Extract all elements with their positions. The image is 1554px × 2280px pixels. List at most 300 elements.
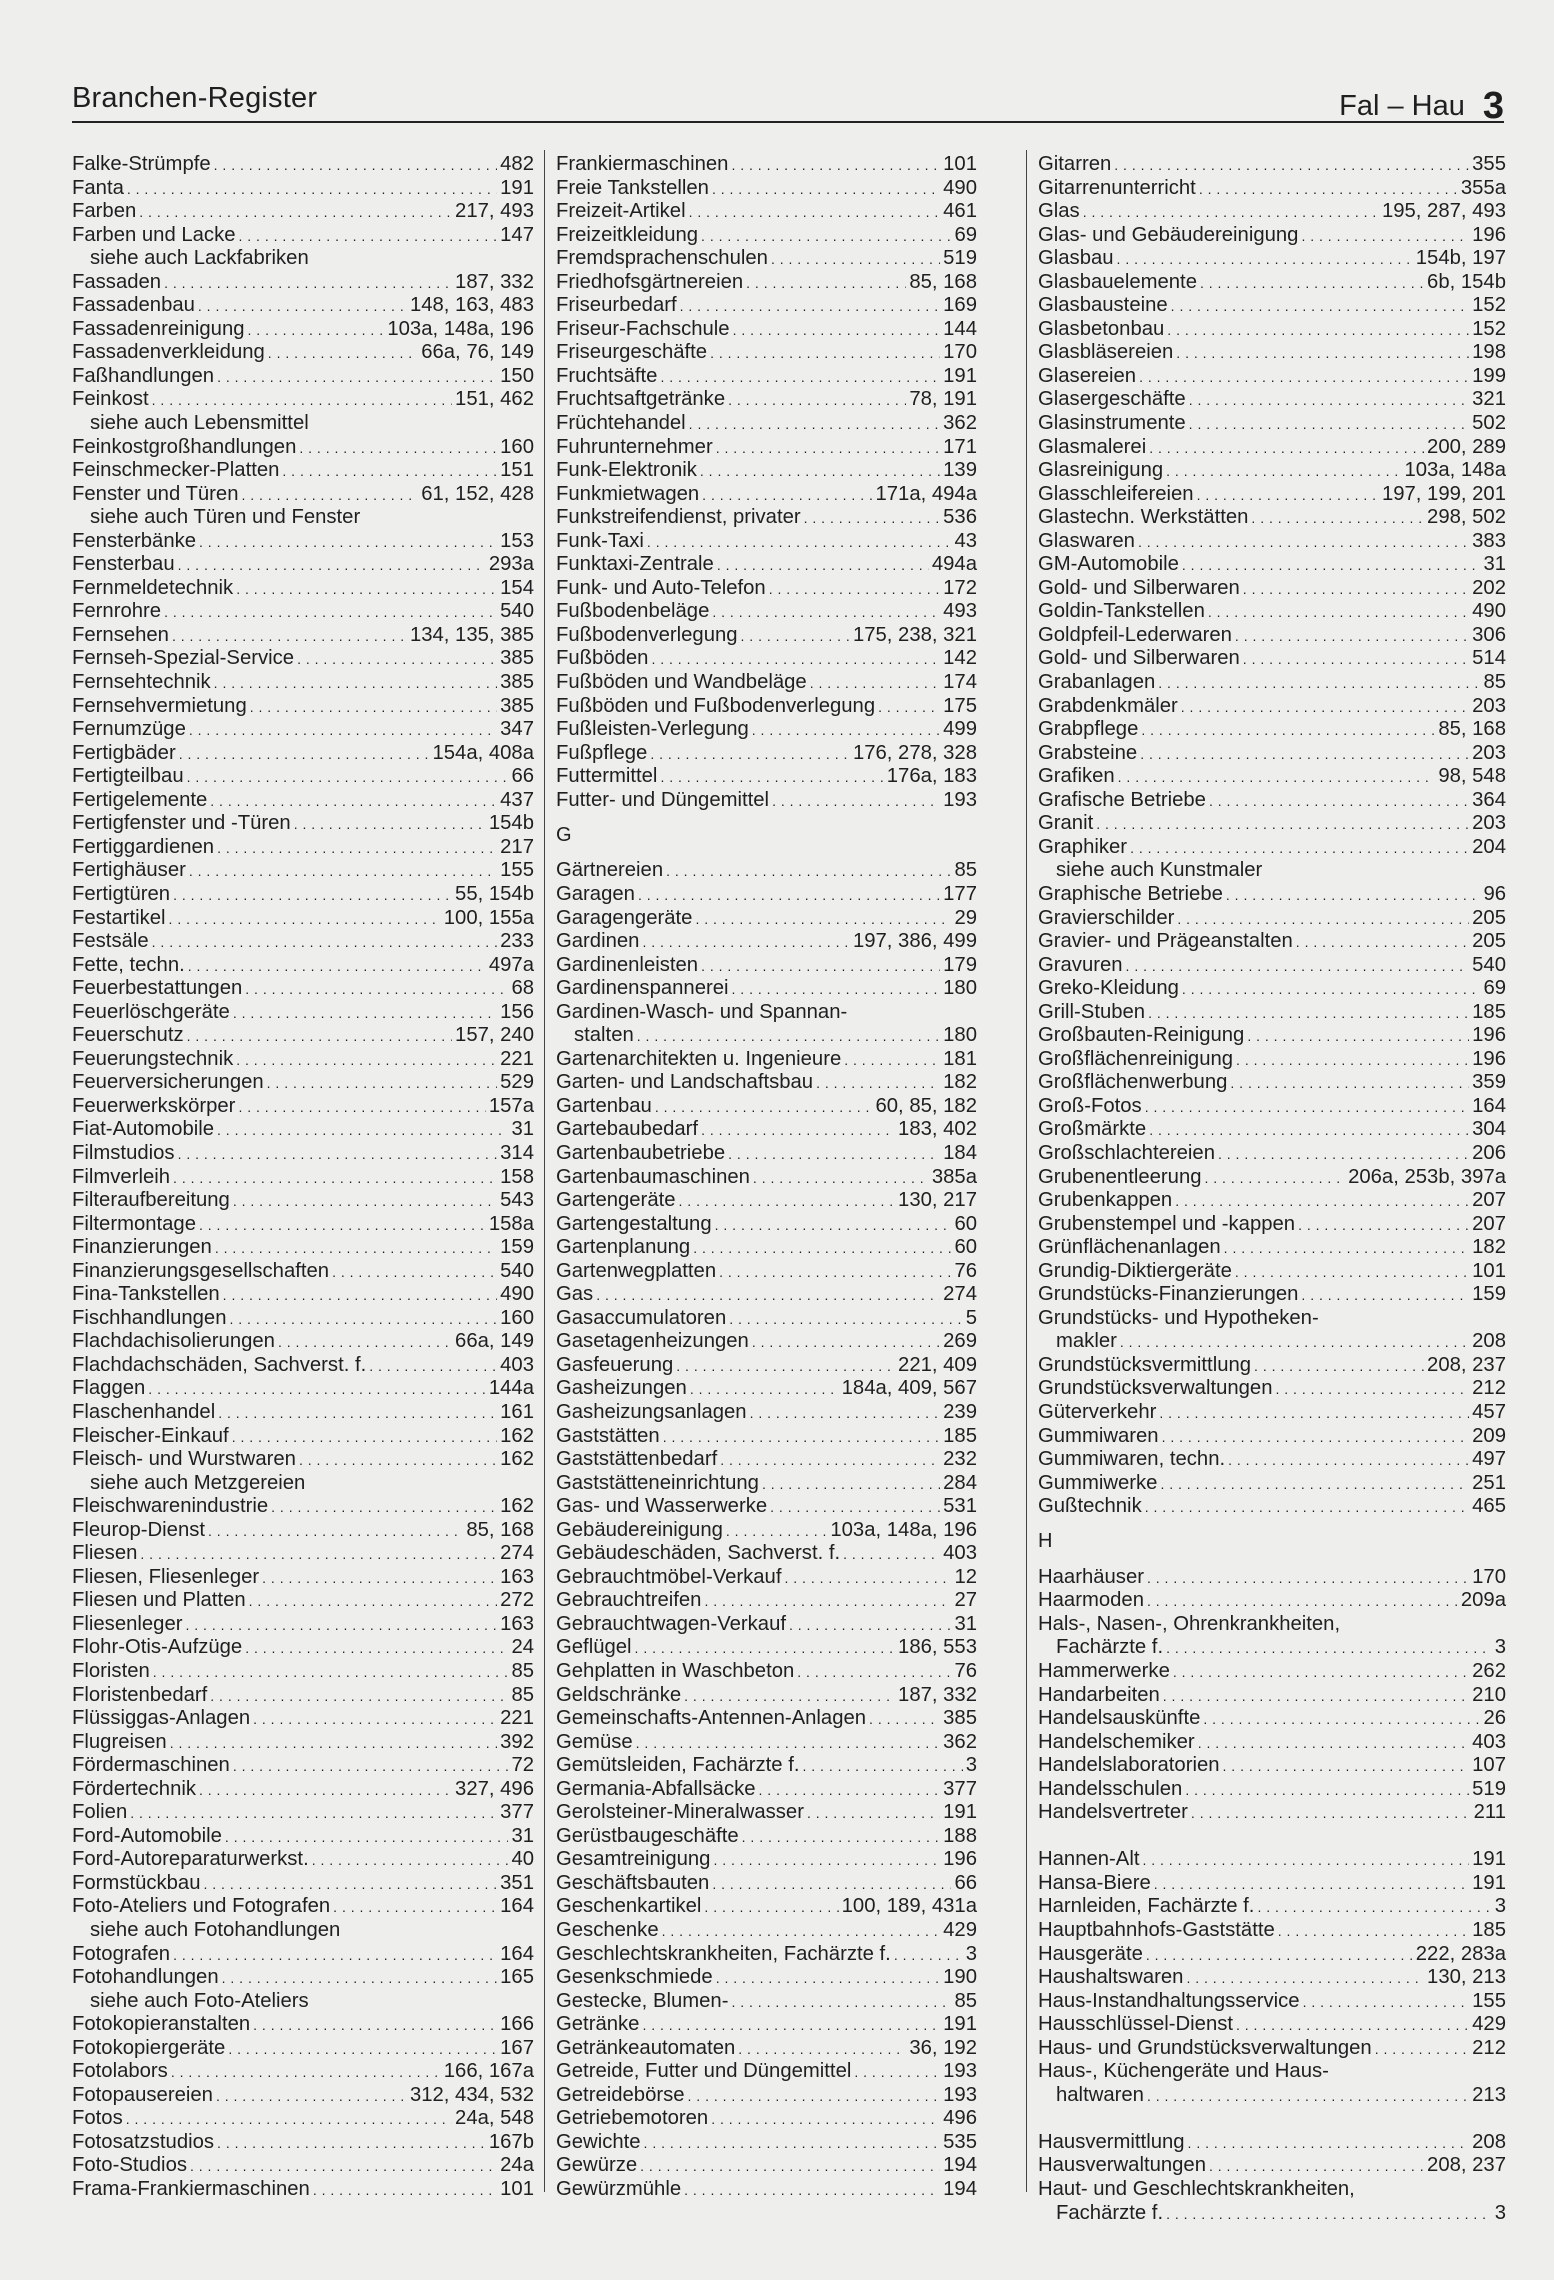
entry-pages: 103a, 148a [1404, 459, 1506, 482]
leader-dots [1176, 341, 1469, 366]
entry-pages: 31 [1483, 553, 1506, 576]
entry-name: Fruchtsaftgetränke [556, 388, 726, 411]
leader-dots [1177, 907, 1469, 932]
leader-dots [1175, 1189, 1469, 1214]
index-entry [72, 247, 534, 271]
leader-dots [173, 1166, 497, 1191]
entry-pages: 72 [511, 1754, 534, 1777]
leader-dots [1140, 742, 1469, 767]
entry-name: Glasbauelemente [1038, 270, 1197, 293]
entry-pages: 202 [1472, 576, 1506, 599]
leader-dots [171, 2060, 441, 2085]
entry-pages: 24a [500, 2154, 534, 2177]
leader-dots [199, 1213, 486, 1238]
entry-name: siehe auch Metzgereien [90, 1471, 306, 1494]
index-entry [1038, 718, 1506, 742]
index-entry [72, 318, 534, 342]
entry-name: Glas [1038, 200, 1080, 223]
entry-pages: 175 [943, 694, 977, 717]
leader-dots [784, 1566, 951, 1591]
index-entry [72, 695, 534, 719]
entry-name: Geschenke [556, 1919, 659, 1942]
index-entry [72, 1307, 534, 1331]
entry-name: Grundstücksverwaltungen [1038, 1377, 1273, 1400]
index-entry [72, 812, 534, 836]
entry-name: Gartenarchitekten u. Ingenieure [556, 1047, 842, 1070]
index-entry [556, 2131, 977, 2155]
leader-dots [1243, 647, 1469, 672]
entry-pages: 101 [500, 2178, 534, 2201]
entry-name: Gebrauchtreifen [556, 1589, 702, 1612]
entry-name: Hammerwerke [1038, 1660, 1170, 1682]
entry-pages: 175, 238, 321 [852, 623, 977, 646]
leader-dots [332, 1260, 497, 1285]
entry-pages: 197, 386, 499 [852, 930, 977, 953]
entry-pages: 304 [1472, 1118, 1506, 1141]
index-entry [1038, 1071, 1506, 1095]
index-entry [72, 883, 534, 907]
index-entry [1038, 271, 1506, 295]
entry-name: Friedhofsgärtnereien [556, 270, 744, 293]
entry-name: Gewichte [556, 2130, 641, 2153]
index-entry [556, 177, 977, 201]
entry-pages: 6b, 154b [1427, 270, 1506, 293]
index-entry [556, 624, 977, 648]
leader-dots [1182, 977, 1481, 1002]
leader-dots [655, 1095, 873, 1120]
leader-dots [1146, 1943, 1413, 1968]
index-entry [72, 1778, 534, 1802]
leader-dots [869, 1707, 940, 1732]
entry-pages: 36, 192 [909, 2036, 977, 2059]
entry-pages: 174 [943, 671, 977, 694]
leader-dots [1147, 1566, 1469, 1591]
index-entry [556, 506, 977, 530]
entry-pages: 212 [1472, 2036, 1506, 2059]
entry-name: Funk-Taxi [556, 529, 644, 552]
entry-name: Grabsteine [1038, 741, 1138, 764]
index-entry [1038, 200, 1506, 224]
index-entry [1038, 1166, 1506, 1190]
leader-dots [185, 1613, 497, 1638]
entry-pages: 203 [1472, 812, 1506, 835]
leader-dots [1145, 1495, 1469, 1520]
leader-dots [1141, 718, 1435, 743]
entry-pages: 217, 493 [455, 200, 534, 223]
entry-name: Fotokopiergeräte [72, 2036, 226, 2059]
leader-dots [733, 318, 941, 343]
index-entry [72, 718, 534, 742]
index-entry [72, 1354, 534, 1378]
index-entry [556, 2154, 977, 2178]
leader-dots [844, 1048, 940, 1073]
entry-pages: 179 [943, 953, 977, 976]
entry-pages: 103a, 148a, 196 [387, 317, 534, 340]
entry-pages: 205 [1472, 930, 1506, 953]
entry-pages: 211 [1473, 1801, 1506, 1824]
index-entry [72, 2084, 534, 2108]
entry-name: Gummiwaren, techn. [1038, 1448, 1226, 1471]
index-entry [556, 1260, 977, 1284]
index-entry [1038, 1566, 1506, 1590]
entry-pages: 274 [943, 1283, 977, 1306]
leader-dots [1224, 1236, 1469, 1261]
leader-dots [245, 1636, 508, 1661]
index-entry [1038, 1966, 1506, 1990]
leader-dots [789, 1613, 951, 1638]
entry-pages: 166 [500, 2013, 534, 2036]
entry-name: Filtermontage [72, 1212, 196, 1235]
entry-name: Gartebaubedarf [556, 1118, 699, 1141]
entry-pages: 163 [500, 1565, 534, 1588]
entry-pages: 519 [943, 247, 977, 270]
leader-dots [680, 294, 941, 319]
index-entry [556, 1425, 977, 1449]
entry-name: Filmstudios [72, 1141, 175, 1164]
entry-name: Grafische Betriebe [1038, 788, 1206, 811]
entry-name: Fachärzte f. [1056, 2201, 1164, 2224]
leader-dots [190, 2154, 497, 2179]
entry-name: Gasheizungsanlagen [556, 1400, 747, 1423]
index-entry [556, 2107, 977, 2131]
entry-pages: 176a, 183 [886, 765, 977, 788]
entry-name: Futtermittel [556, 765, 658, 788]
leader-dots [1166, 459, 1401, 484]
entry-pages: 540 [500, 1259, 534, 1282]
leader-dots [1203, 1707, 1480, 1732]
leader-dots [1303, 1990, 1470, 2015]
entry-name: Flohr-Otis-Aufzüge [72, 1636, 243, 1659]
index-entry [72, 765, 534, 789]
index-entry [72, 907, 534, 931]
index-entry [556, 318, 977, 342]
entry-pages: 181 [943, 1047, 977, 1070]
entry-name: Granit [1038, 812, 1094, 835]
entry-name: Fußböden und Wandbeläge [556, 671, 807, 694]
entry-name: Farben und Lacke [72, 223, 236, 246]
entry-pages: 76 [954, 1259, 977, 1282]
index-entry [556, 1071, 977, 1095]
entry-name: Fördermaschinen [72, 1754, 230, 1777]
leader-dots [802, 1754, 962, 1779]
index-entry [1038, 153, 1506, 177]
index-entry [1038, 341, 1506, 365]
entry-name: Geschenkartikel [556, 1895, 702, 1918]
entry-pages: 154b [488, 812, 534, 835]
leader-dots [1148, 1001, 1469, 1026]
entry-name: Gaststättenbedarf [556, 1448, 718, 1471]
entry-pages: 158a [488, 1212, 534, 1235]
index-entry [72, 1071, 534, 1095]
entry-name: Fliesen, Fliesenleger [72, 1565, 260, 1588]
entry-name: Feinkostgroßhandlungen [72, 435, 297, 458]
entry-name: Formstückbau [72, 1871, 201, 1894]
leader-dots [198, 294, 407, 319]
index-entry [556, 388, 977, 412]
leader-dots [689, 412, 940, 437]
index-entry [556, 1589, 977, 1613]
entry-pages: 130, 213 [1427, 1966, 1506, 1989]
index-entry [72, 436, 534, 460]
entry-name: siehe auch Lebensmittel [90, 412, 309, 435]
entry-name: Freizeitkleidung [556, 223, 699, 246]
entry-name: Früchtehandel [556, 412, 686, 435]
entry-name: Farben [72, 200, 137, 223]
index-entry [1038, 1425, 1506, 1449]
leader-dots [217, 365, 497, 390]
entry-name: Gerüstbaugeschäfte [556, 1824, 739, 1847]
entry-pages: 531 [943, 1495, 977, 1518]
entry-name: Gasfeuerung [556, 1353, 674, 1376]
index-entry [1038, 1307, 1506, 1331]
entry-pages: 167 [500, 2036, 534, 2059]
entry-pages: 100, 155a [443, 906, 534, 929]
entry-pages: 144 [943, 317, 977, 340]
index-entry [72, 553, 534, 577]
index-entry [556, 530, 977, 554]
index-entry [1038, 1778, 1506, 1802]
entry-name: Handelsvertreter [1038, 1801, 1188, 1824]
entry-name: Gebrauchtwagen-Verkauf [556, 1612, 786, 1635]
index-entry [1038, 1236, 1506, 1260]
index-entry [556, 954, 977, 978]
index-entry [556, 647, 977, 671]
entry-pages: 251 [1472, 1471, 1506, 1494]
entry-name: Hausschlüssel-Dienst [1038, 2013, 1233, 2036]
index-entry [556, 1330, 977, 1354]
index-entry [72, 742, 534, 766]
entry-name: Fernsehtechnik [72, 671, 211, 694]
entry-name: Frankiermaschinen [556, 153, 729, 175]
entry-name: Gold- und Silberwaren [1038, 647, 1240, 670]
leader-dots [1117, 247, 1413, 272]
entry-name: Fleisch- und Wurstwaren [72, 1448, 296, 1471]
leader-dots [752, 718, 940, 743]
entry-name: Gehplatten in Waschbeton [556, 1660, 795, 1682]
leader-dots [731, 1990, 951, 2015]
letter-range: Fal – Hau [1339, 90, 1465, 122]
entry-pages: 85 [511, 1683, 534, 1706]
index-entry [556, 1919, 977, 1943]
leader-dots [1205, 1166, 1346, 1191]
entry-name: Gasetagenheizungen [556, 1330, 749, 1353]
leader-dots [1186, 1966, 1424, 1991]
index-entry [556, 1189, 977, 1213]
entry-name: Filmverleih [72, 1165, 171, 1188]
entry-pages: 321 [1472, 388, 1506, 411]
entry-pages: 536 [943, 506, 977, 529]
entry-name: Gaststätten [556, 1424, 660, 1447]
entry-name: Gewürze [556, 2154, 638, 2177]
index-entry [556, 341, 977, 365]
index-entry [72, 1660, 534, 1684]
index-entry [1038, 695, 1506, 719]
entry-name: Fuhrunternehmer [556, 435, 713, 458]
entry-pages: 164 [500, 1942, 534, 1965]
leader-dots [248, 318, 385, 343]
entry-pages: 403 [943, 1542, 977, 1565]
entry-pages: 66 [954, 1871, 977, 1894]
index-entry [556, 436, 977, 460]
entry-pages: 191 [1472, 1871, 1506, 1894]
index-entry [72, 1330, 534, 1354]
index-entry [72, 789, 534, 813]
leader-dots [642, 930, 850, 955]
index-entry [1038, 1872, 1506, 1896]
entry-pages: 152 [1472, 294, 1506, 317]
leader-dots [1181, 695, 1469, 720]
leader-dots [695, 907, 951, 932]
index-entry [556, 600, 977, 624]
entry-pages: 150 [500, 364, 534, 387]
leader-dots [1083, 200, 1379, 225]
leader-dots [1162, 1425, 1470, 1450]
entry-pages: 154b, 197 [1415, 247, 1506, 270]
index-entry [556, 671, 977, 695]
entry-name: Floristenbedarf [72, 1683, 208, 1706]
leader-dots [1185, 1778, 1469, 1803]
entry-name: Faßhandlungen [72, 364, 215, 387]
entry-pages: 494a [931, 553, 977, 576]
entry-name: Glasmalerei [1038, 435, 1147, 458]
index-entry [72, 2037, 534, 2061]
entry-name: Fernumzüge [72, 718, 186, 741]
index-entry [72, 1425, 534, 1449]
leader-dots [1218, 1142, 1469, 1167]
index-entry [556, 483, 977, 507]
index-entry [1038, 506, 1506, 530]
entry-name: Fenster und Türen [72, 482, 239, 505]
entry-name: GM-Automobile [1038, 553, 1179, 576]
leader-dots [214, 153, 498, 178]
leader-dots [1223, 1754, 1470, 1779]
entry-name: Fertigbäder [72, 741, 176, 764]
index-entry [72, 836, 534, 860]
entry-name: Hausvermittlung [1038, 2130, 1185, 2153]
entry-name: Gartenbau [556, 1094, 652, 1117]
page-header [72, 82, 1504, 127]
index-entry [72, 294, 534, 318]
index-entry [72, 1825, 534, 1849]
index-column-1 [72, 153, 534, 2202]
entry-pages: 482 [500, 153, 534, 175]
leader-dots [210, 789, 497, 814]
entry-pages: 206 [1472, 1141, 1506, 1164]
index-entry [1038, 1448, 1506, 1472]
index-entry [1038, 247, 1506, 271]
index-entry [1038, 1401, 1506, 1425]
entry-name: Fiat-Automobile [72, 1118, 215, 1141]
entry-pages: 208, 237 [1427, 2154, 1506, 2177]
entry-name: Fußpflege [556, 741, 648, 764]
entry-name: Garagengeräte [556, 906, 693, 929]
entry-pages: 204 [1472, 835, 1506, 858]
entry-name: Futter- und Düngemittel [556, 788, 770, 811]
index-entry [556, 1495, 977, 1519]
index-entry [556, 1166, 977, 1190]
entry-pages: 151 [500, 459, 534, 482]
entry-pages: 298, 502 [1427, 506, 1506, 529]
entry-pages: 196 [1472, 1024, 1506, 1047]
entry-pages: 103a, 148a, 196 [830, 1518, 977, 1541]
index-entry [1038, 1943, 1506, 1967]
index-entry [72, 2107, 534, 2131]
index-entry [72, 200, 534, 224]
entry-pages: 68 [511, 977, 534, 1000]
index-entry [1038, 1048, 1506, 1072]
entry-pages: 85, 168 [909, 270, 977, 293]
index-entry [1038, 1754, 1506, 1778]
index-entry [72, 1448, 534, 1472]
index-entry [1038, 1213, 1506, 1237]
entry-pages: 101 [1472, 1259, 1506, 1282]
entry-pages: 152 [1472, 317, 1506, 340]
entry-name: Gas- und Wasserwerke [556, 1495, 768, 1518]
entry-name: Fernsehen [72, 623, 169, 646]
index-entry [72, 1213, 534, 1237]
index-entry [72, 1872, 534, 1896]
index-entry [556, 1401, 977, 1425]
index-entry [556, 742, 977, 766]
entry-pages: 347 [500, 718, 534, 741]
leader-dots [233, 1189, 497, 1214]
entry-name: Haus-, Küchengeräte und Haus- [1038, 2060, 1329, 2083]
entry-pages: 206a, 253b, 397a [1348, 1165, 1506, 1188]
leader-dots [208, 1519, 463, 1544]
entry-name: Hausgeräte [1038, 1942, 1143, 1965]
entry-pages: 191 [1472, 1848, 1506, 1871]
section-letter [1038, 1519, 1506, 1566]
leader-dots [854, 2060, 940, 2085]
entry-pages: 61, 152, 428 [421, 482, 534, 505]
column-divider [544, 150, 545, 2192]
entry-name: Germania-Abfallsäcke [556, 1777, 756, 1800]
leader-dots [1236, 1048, 1469, 1073]
leader-dots [1096, 812, 1469, 837]
entry-name: Feinkost [72, 388, 149, 411]
leader-dots [726, 1519, 827, 1544]
index-entry [72, 412, 534, 436]
entry-pages: 184a, 409, 567 [841, 1377, 977, 1400]
index-entry [72, 1943, 534, 1967]
entry-pages: 156 [500, 1000, 534, 1023]
leader-dots [1209, 789, 1469, 814]
entry-name: Glasbläsereien [1038, 341, 1174, 364]
entry-pages: 24a, 548 [455, 2107, 534, 2130]
entry-pages: 166, 167a [443, 2060, 534, 2083]
entry-name: Grubenstempel und -kappen [1038, 1212, 1296, 1235]
leader-dots [299, 1448, 497, 1473]
entry-name: Fotokopieranstalten [72, 2013, 251, 2036]
leader-dots [1375, 2037, 1469, 2062]
entry-pages: 172 [943, 576, 977, 599]
index-entry [1038, 2013, 1506, 2037]
entry-pages: 163 [500, 1612, 534, 1635]
entry-name: Großflächenwerbung [1038, 1071, 1228, 1094]
entry-name: Garagen [556, 882, 635, 905]
index-entry [1038, 530, 1506, 554]
entry-name: Hals-, Nasen-, Ohrenkrankheiten, [1038, 1612, 1341, 1635]
entry-name: Haus-Instandhaltungsservice [1038, 1989, 1300, 2012]
leader-dots [1147, 2084, 1469, 2109]
entry-pages: 66a, 76, 149 [421, 341, 534, 364]
column-divider [1026, 150, 1027, 2192]
entry-name: Hannen-Alt [1038, 1848, 1140, 1871]
entry-pages: 148, 163, 483 [409, 294, 534, 317]
leader-dots [635, 1636, 896, 1661]
entry-pages: 66 [511, 765, 534, 788]
index-entry [72, 1283, 534, 1307]
